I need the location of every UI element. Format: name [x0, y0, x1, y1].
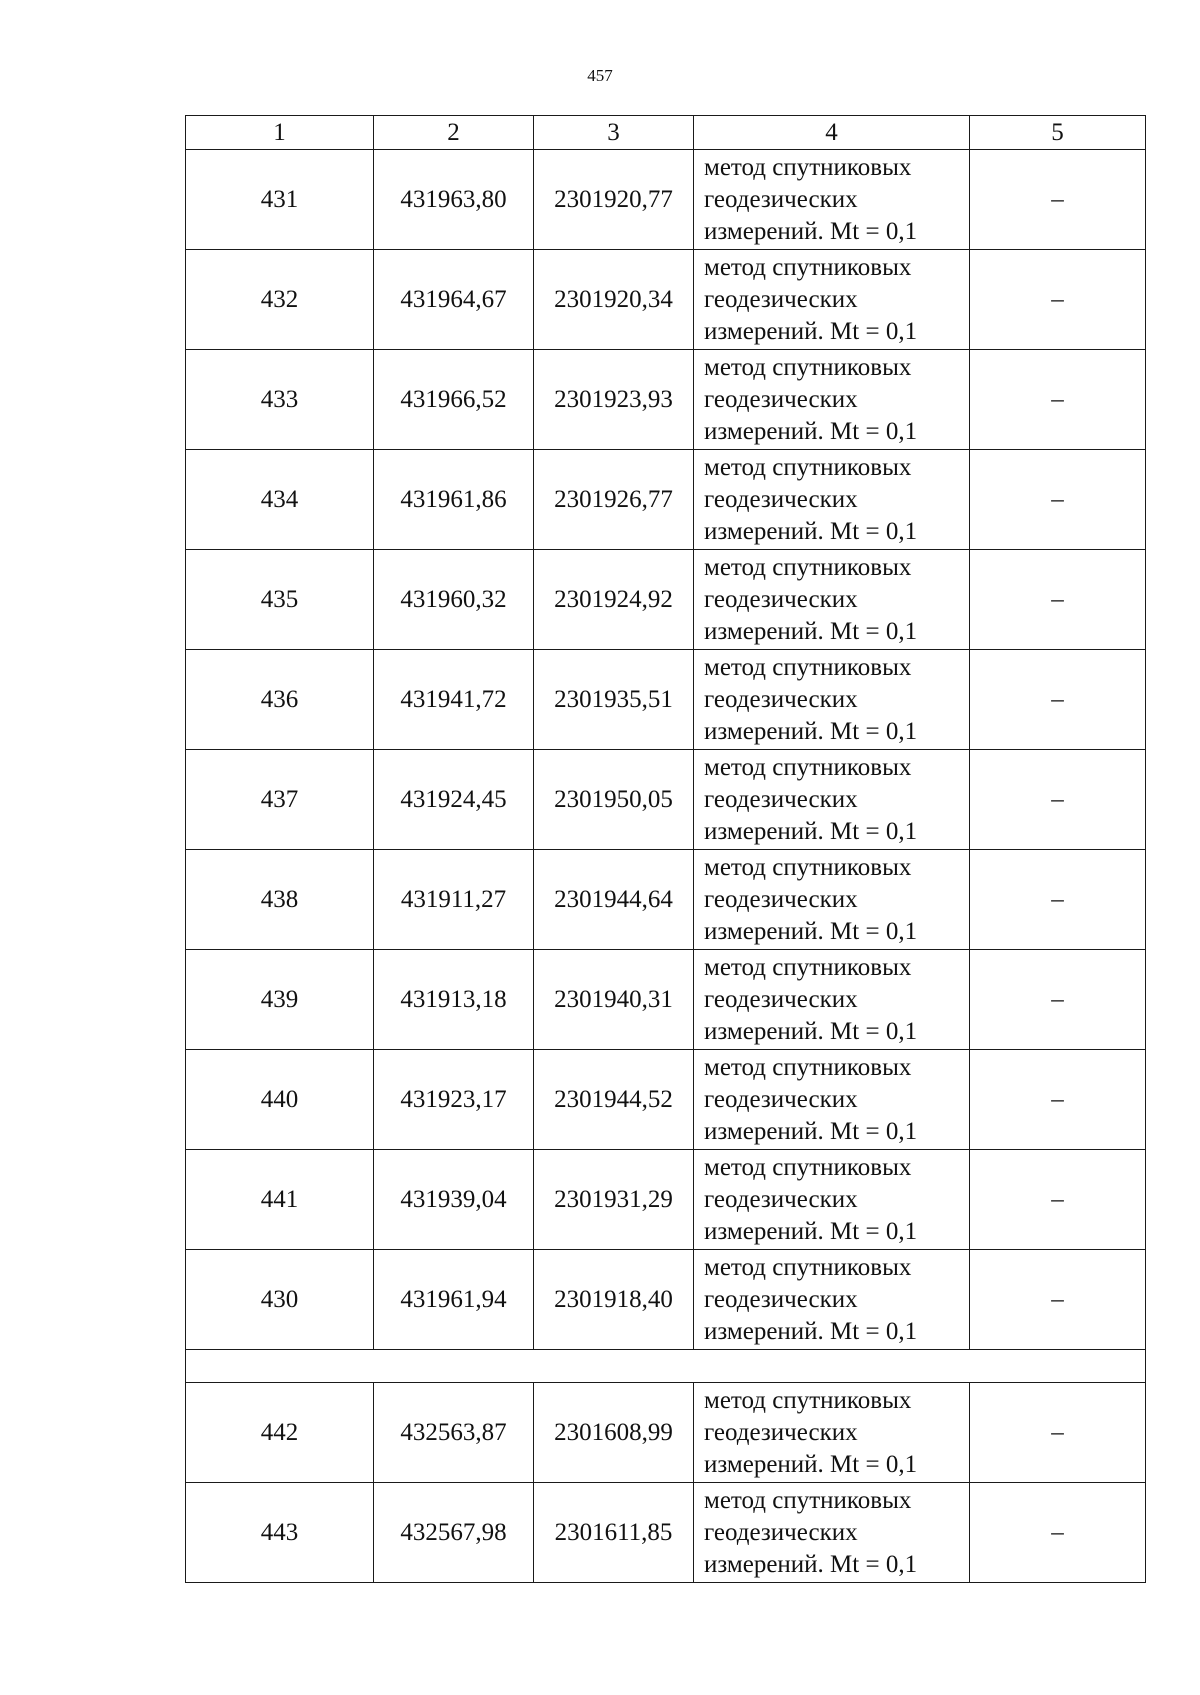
- contour-separator-row: [186, 1350, 1146, 1383]
- note-cell: –: [970, 1250, 1146, 1350]
- method-cell: метод спутниковых геодезических измерений. Mt = 0,1: [694, 650, 970, 750]
- table-row: [186, 1383, 1146, 1483]
- point-number-cell: 443: [186, 1483, 374, 1583]
- table-row: [186, 1150, 1146, 1250]
- note-cell: –: [970, 850, 1146, 950]
- x-coordinate-cell: 431924,45: [374, 750, 534, 850]
- table-row: [186, 1483, 1146, 1583]
- table-row: [186, 750, 1146, 850]
- method-cell: метод спутниковых геодезических измерений. Mt = 0,1: [694, 1383, 970, 1483]
- x-coordinate-cell: 431923,17: [374, 1050, 534, 1150]
- point-number-cell: 442: [186, 1383, 374, 1483]
- table-row: [186, 850, 1146, 950]
- x-coordinate-cell: 431960,32: [374, 550, 534, 650]
- x-coordinate-cell: 431939,04: [374, 1150, 534, 1250]
- table-row: [186, 1050, 1146, 1150]
- note-cell: –: [970, 1383, 1146, 1483]
- table-header-row: [186, 116, 1146, 150]
- method-cell: метод спутниковых геодезических измерений. Mt = 0,1: [694, 950, 970, 1050]
- method-cell: метод спутниковых геодезических измерений. Mt = 0,1: [694, 550, 970, 650]
- header-col-3: 3: [534, 116, 694, 150]
- note-cell: –: [970, 150, 1146, 250]
- y-coordinate-cell: 2301935,51: [534, 650, 694, 750]
- note-cell: –: [970, 950, 1146, 1050]
- point-number-cell: 438: [186, 850, 374, 950]
- method-cell: метод спутниковых геодезических измерений. Mt = 0,1: [694, 1483, 970, 1583]
- note-cell: –: [970, 550, 1146, 650]
- point-number-cell: 430: [186, 1250, 374, 1350]
- point-number-cell: 432: [186, 250, 374, 350]
- x-coordinate-cell: 431913,18: [374, 950, 534, 1050]
- header-col-1: 1: [186, 116, 374, 150]
- table-body: [186, 150, 1146, 1583]
- method-cell: метод спутниковых геодезических измерений. Mt = 0,1: [694, 1250, 970, 1350]
- point-number-cell: 437: [186, 750, 374, 850]
- table-row: [186, 650, 1146, 750]
- method-cell: метод спутниковых геодезических измерений. Mt = 0,1: [694, 850, 970, 950]
- table-row: [186, 950, 1146, 1050]
- header-col-2: 2: [374, 116, 534, 150]
- point-number-cell: 435: [186, 550, 374, 650]
- note-cell: –: [970, 1050, 1146, 1150]
- table-row: [186, 150, 1146, 250]
- point-number-cell: 431: [186, 150, 374, 250]
- x-coordinate-cell: 431966,52: [374, 350, 534, 450]
- y-coordinate-cell: 2301944,52: [534, 1050, 694, 1150]
- table-row: [186, 450, 1146, 550]
- header-col-5: 5: [970, 116, 1146, 150]
- x-coordinate-cell: 431961,86: [374, 450, 534, 550]
- table-row: [186, 350, 1146, 450]
- note-cell: –: [970, 350, 1146, 450]
- method-cell: метод спутниковых геодезических измерений. Mt = 0,1: [694, 1050, 970, 1150]
- header-col-4: 4: [694, 116, 970, 150]
- note-cell: –: [970, 1150, 1146, 1250]
- separator-cell: [186, 1350, 1146, 1383]
- x-coordinate-cell: 432567,98: [374, 1483, 534, 1583]
- method-cell: метод спутниковых геодезических измерений. Mt = 0,1: [694, 450, 970, 550]
- x-coordinate-cell: 431911,27: [374, 850, 534, 950]
- method-cell: метод спутниковых геодезических измерений. Mt = 0,1: [694, 750, 970, 850]
- x-coordinate-cell: 431961,94: [374, 1250, 534, 1350]
- point-number-cell: 441: [186, 1150, 374, 1250]
- y-coordinate-cell: 2301924,92: [534, 550, 694, 650]
- point-number-cell: 434: [186, 450, 374, 550]
- y-coordinate-cell: 2301950,05: [534, 750, 694, 850]
- y-coordinate-cell: 2301944,64: [534, 850, 694, 950]
- table-row: [186, 1250, 1146, 1350]
- x-coordinate-cell: 432563,87: [374, 1383, 534, 1483]
- y-coordinate-cell: 2301920,34: [534, 250, 694, 350]
- y-coordinate-cell: 2301923,93: [534, 350, 694, 450]
- method-cell: метод спутниковых геодезических измерений. Mt = 0,1: [694, 150, 970, 250]
- y-coordinate-cell: 2301940,31: [534, 950, 694, 1050]
- page-number: 457: [587, 66, 613, 85]
- note-cell: –: [970, 450, 1146, 550]
- y-coordinate-cell: 2301920,77: [534, 150, 694, 250]
- note-cell: –: [970, 750, 1146, 850]
- x-coordinate-cell: 431964,67: [374, 250, 534, 350]
- y-coordinate-cell: 2301608,99: [534, 1383, 694, 1483]
- note-cell: –: [970, 650, 1146, 750]
- x-coordinate-cell: 431963,80: [374, 150, 534, 250]
- point-number-cell: 433: [186, 350, 374, 450]
- table-row: [186, 550, 1146, 650]
- point-number-cell: 436: [186, 650, 374, 750]
- method-cell: метод спутниковых геодезических измерений. Mt = 0,1: [694, 350, 970, 450]
- coordinates-table: [185, 115, 1146, 1583]
- method-cell: метод спутниковых геодезических измерений. Mt = 0,1: [694, 250, 970, 350]
- note-cell: –: [970, 1483, 1146, 1583]
- method-cell: метод спутниковых геодезических измерений. Mt = 0,1: [694, 1150, 970, 1250]
- point-number-cell: 439: [186, 950, 374, 1050]
- y-coordinate-cell: 2301931,29: [534, 1150, 694, 1250]
- y-coordinate-cell: 2301918,40: [534, 1250, 694, 1350]
- note-cell: –: [970, 250, 1146, 350]
- point-number-cell: 440: [186, 1050, 374, 1150]
- y-coordinate-cell: 2301611,85: [534, 1483, 694, 1583]
- x-coordinate-cell: 431941,72: [374, 650, 534, 750]
- y-coordinate-cell: 2301926,77: [534, 450, 694, 550]
- table-row: [186, 250, 1146, 350]
